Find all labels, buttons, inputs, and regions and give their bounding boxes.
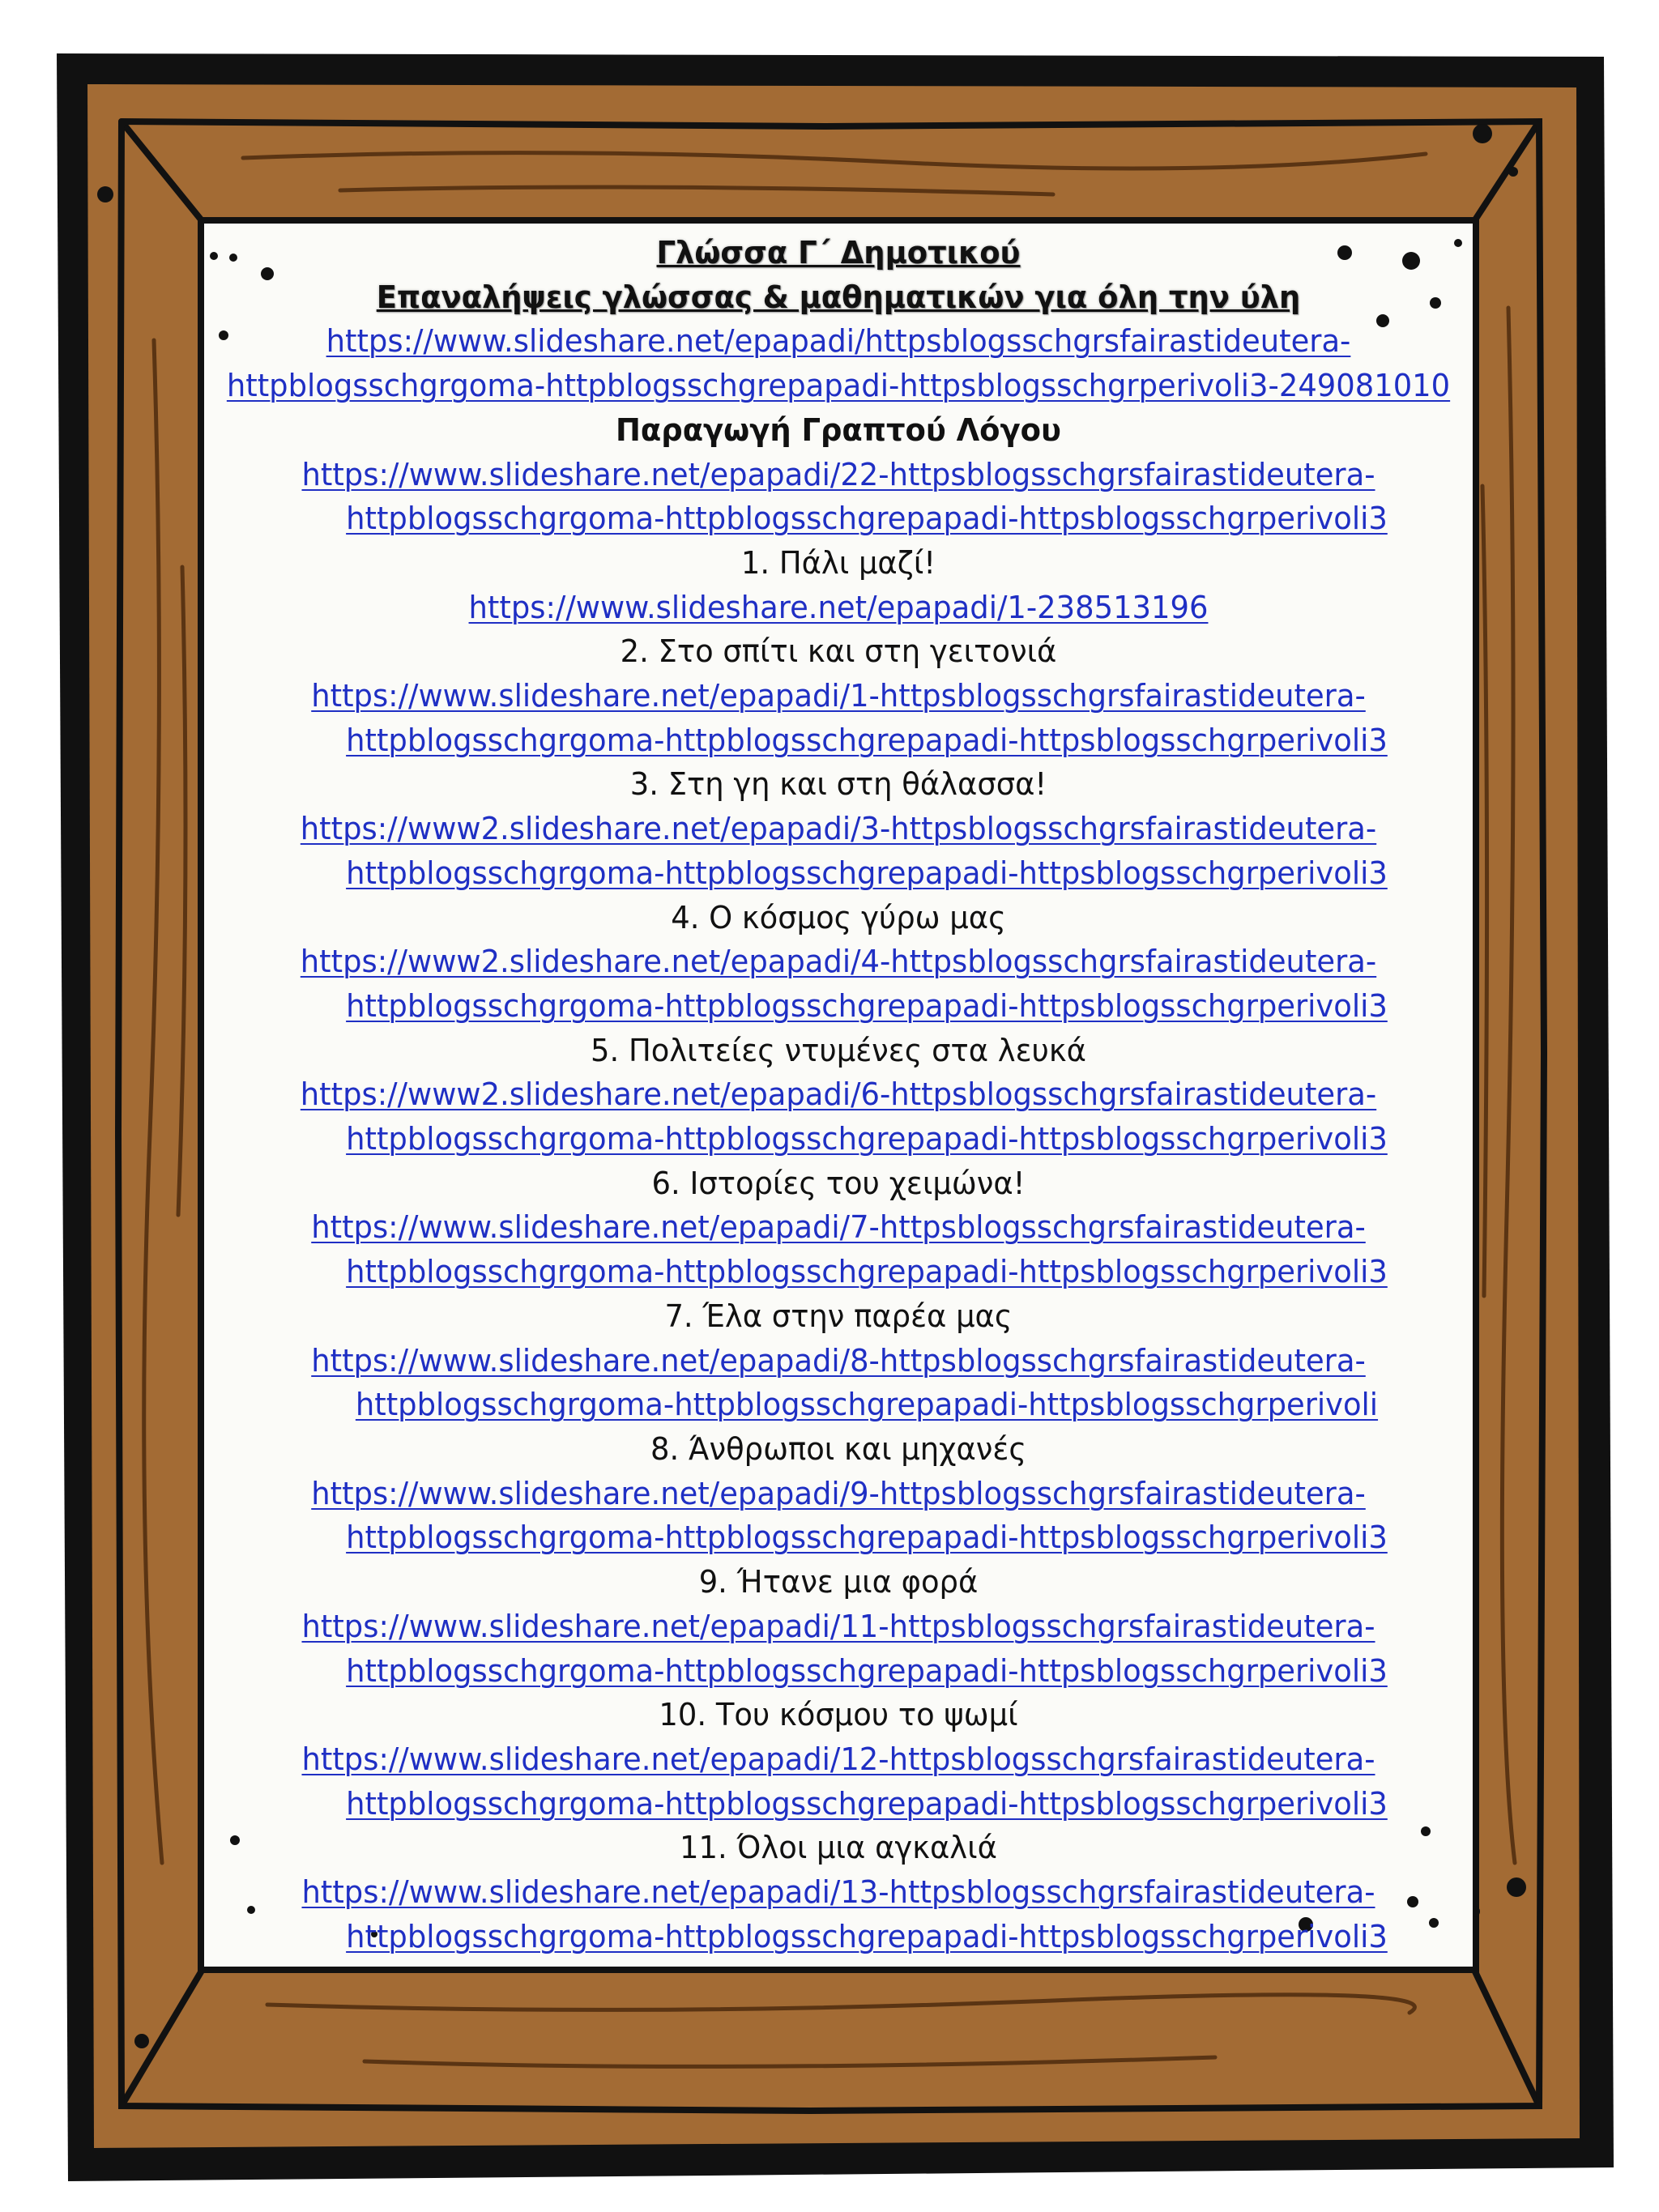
unit-link-line1[interactable]: https://www.slideshare.net/epapadi/1-httpsblogsschgrsfairastideutera- [311,678,1366,714]
unit-link-line2[interactable]: httpblogsschgrgoma-httpblogsschgrepapadi-httpsblogsschgrperivoli3 [346,1519,1388,1556]
review-link-line1[interactable]: https://www.slideshare.net/epapadi/httpsblogsschgrsfairastideutera- [326,323,1351,360]
unit-link-line1[interactable]: https://www.slideshare.net/epapadi/8-httpsblogsschgrsfairastideutera- [311,1342,1366,1379]
page-subtitle: Επαναλήψεις γλώσσας & μαθηματικών για όλη την ύλη [376,279,1301,315]
unit-title: 11. Όλοι μια αγκαλιά [680,1830,997,1866]
unit-link-line2[interactable]: httpblogsschgrgoma-httpblogsschgrepapadi-httpsblogsschgrperivoli3 [346,855,1388,891]
writing-link-line1[interactable]: https://www.slideshare.net/epapadi/22-httpsblogsschgrsfairastideutera- [301,456,1375,492]
unit-title: 2. Στο σπίτι και στη γειτονιά [620,633,1057,670]
unit-title: 3. Στη γη και στη θάλασσα! [629,766,1047,803]
unit-link-line2[interactable]: httpblogsschgrgoma-httpblogsschgrepapadi-httpsblogsschgrperivoli3 [346,722,1388,758]
unit-link-line1[interactable]: https://www.slideshare.net/epapadi/7-httpsblogsschgrsfairastideutera- [311,1209,1366,1246]
unit-title: 8. Άνθρωποι και μηχανές [650,1430,1026,1467]
unit-link-line1[interactable]: https://www.slideshare.net/epapadi/11-httpsblogsschgrsfairastideutera- [301,1608,1375,1644]
unit-title: 5. Πολιτείες ντυμένες στα λευκά [591,1032,1086,1068]
unit-title: 10. Του κόσμου το ψωμί [659,1697,1018,1733]
review-link-line2[interactable]: httpblogsschgrgoma-httpblogsschgrepapadi-httpsblogsschgrperivoli3-249081010 [226,368,1451,404]
unit-link-line1[interactable]: https://www2.slideshare.net/epapadi/3-httpsblogsschgrsfairastideutera- [300,811,1377,847]
unit-link-line1[interactable]: https://www2.slideshare.net/epapadi/6-httpsblogsschgrsfairastideutera- [300,1076,1377,1113]
unit-title: 7. Έλα στην παρέα μας [664,1298,1013,1334]
unit-link-line1[interactable]: https://www.slideshare.net/epapadi/1-238513196 [468,589,1209,625]
unit-link-line2[interactable]: httpblogsschgrgoma-httpblogsschgrepapadi-httpsblogsschgrperivoli3 [346,1254,1388,1290]
unit-title: 4. Ο κόσμος γύρω μας [671,899,1006,936]
unit-link-line1[interactable]: https://www.slideshare.net/epapadi/13-httpsblogsschgrsfairastideutera- [301,1874,1375,1911]
writing-link-line2[interactable]: httpblogsschgrgoma-httpblogsschgrepapadi-httpsblogsschgrperivoli3 [346,501,1388,537]
unit-link-line2[interactable]: httpblogsschgrgoma-httpblogsschgrepapadi-httpsblogsschgrperivoli3 [346,987,1388,1024]
page-title: Γλώσσα Γ΄ Δημοτικού [656,235,1021,271]
unit-link-line2[interactable]: httpblogsschgrgoma-httpblogsschgrepapadi-httpsblogsschgrperivoli3 [346,1121,1388,1157]
unit-link-line2[interactable]: httpblogsschgrgoma-httpblogsschgrepapadi-httpsblogsschgrperivoli3 [346,1918,1388,1954]
unit-link-line2[interactable]: httpblogsschgrgoma-httpblogsschgrepapadi-httpsblogsschgrperivoli3 [346,1652,1388,1689]
document-body [204,231,1473,1958]
unit-title: 1. Πάλι μαζί! [740,544,936,581]
unit-title: 9. Ήτανε μια φορά [698,1564,979,1600]
unit-link-line2[interactable]: httpblogsschgrgoma-httpblogsschgrepapadi-httpsblogsschgrperivoli3 [346,1785,1388,1822]
unit-link-line1[interactable]: https://www2.slideshare.net/epapadi/4-httpsblogsschgrsfairastideutera- [300,944,1377,980]
writing-heading: Παραγωγή Γραπτού Λόγου [616,411,1061,448]
unit-link-line1[interactable]: https://www.slideshare.net/epapadi/12-httpsblogsschgrsfairastideutera- [301,1741,1375,1777]
unit-link-line2[interactable]: httpblogsschgrgoma-httpblogsschgrepapadi-httpsblogsschgrperivoli [355,1387,1379,1423]
unit-link-line1[interactable]: https://www.slideshare.net/epapadi/9-httpsblogsschgrsfairastideutera- [311,1475,1366,1511]
unit-title: 6. Ιστορίες του χειμώνα! [651,1165,1026,1201]
